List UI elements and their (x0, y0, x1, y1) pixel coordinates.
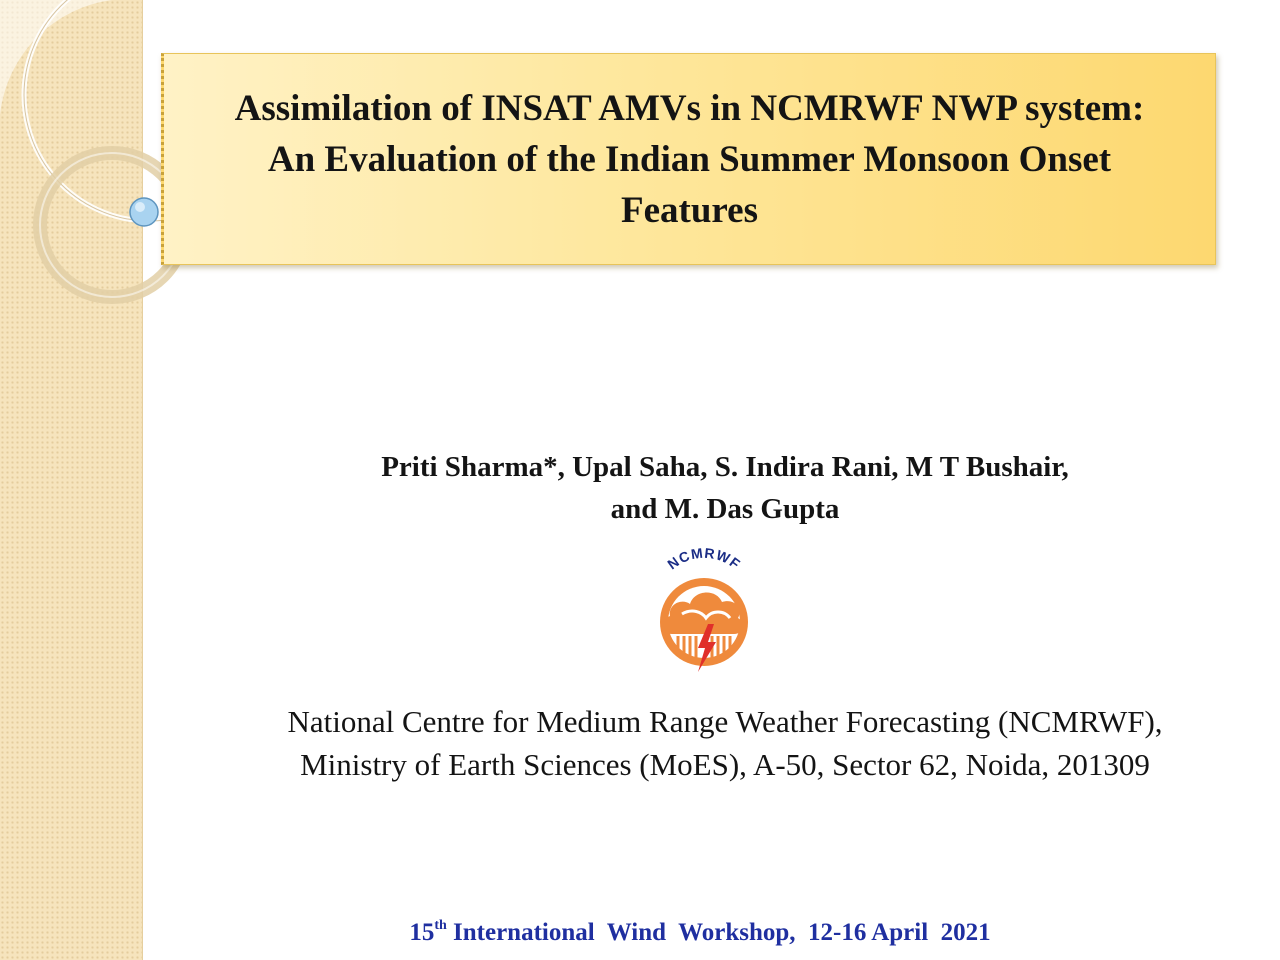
title-line-1: Assimilation of INSAT AMVs in NCMRWF NWP system: (234, 87, 1145, 129)
affiliation (200, 700, 1250, 786)
title-box (161, 53, 1216, 265)
slide-title (164, 83, 1215, 236)
accent-dot-icon (130, 198, 158, 226)
authors-line-2: and M. Das Gupta (610, 493, 840, 525)
author-list (200, 446, 1250, 530)
footer-event (200, 918, 1200, 947)
authors-line-1: Priti Sharma*, Upal Saha, S. Indira Rani, M T Bushair, (381, 451, 1069, 483)
title-line-3: Features (621, 189, 758, 231)
decorative-rings (0, 0, 180, 320)
footer-ordinal-number: 15 (409, 919, 435, 946)
footer-text: International Wind Workshop, 12-16 April 2021 (446, 919, 991, 946)
ncmrwf-logo (648, 548, 760, 688)
affiliation-line-1: National Centre for Medium Range Weather Forecasting (NCMRWF), (287, 704, 1163, 739)
footer-ordinal-suffix: th (434, 918, 447, 933)
affiliation-line-2: Ministry of Earth Sciences (MoES), A-50, Sector 62, Noida, 201309 (300, 747, 1150, 782)
logo-text: NCMRWF (664, 548, 744, 573)
title-line-2: An Evaluation of the Indian Summer Monsoon Onset (267, 138, 1112, 180)
